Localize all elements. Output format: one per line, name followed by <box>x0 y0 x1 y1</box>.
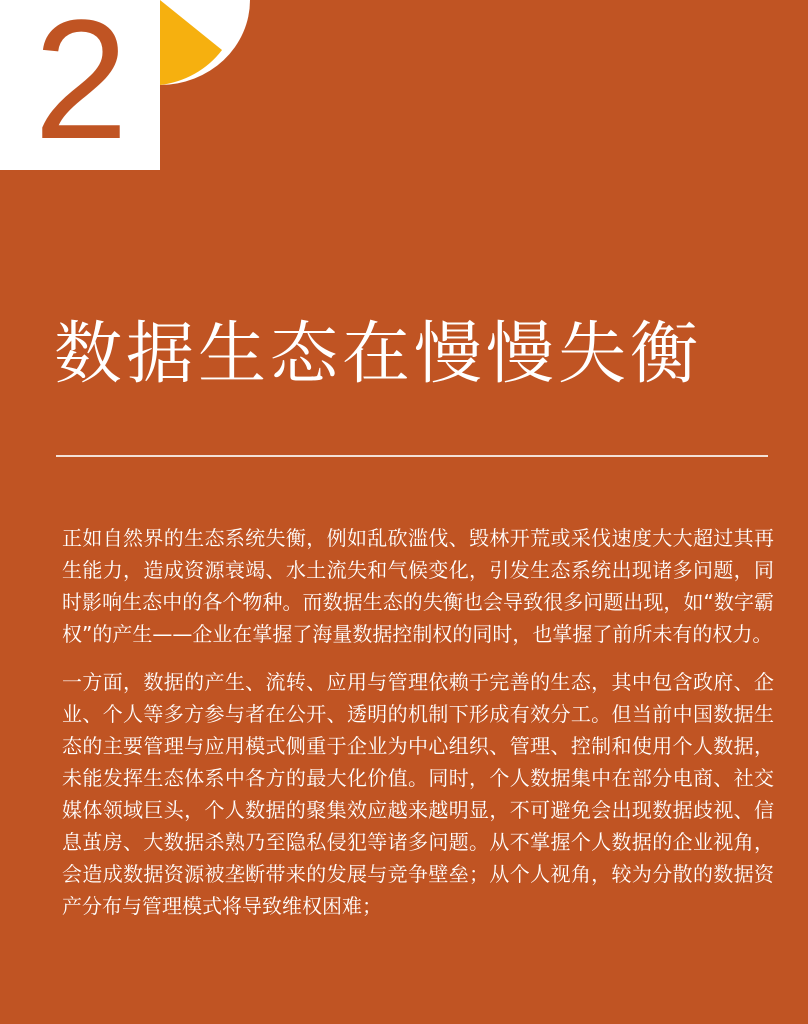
section-title: 数据生态在慢慢失衡 <box>54 315 703 394</box>
paragraph: 一方面，数据的产生、流转、应用与管理依赖于完善的生态，其中包含政府、企业、个人等多方参与者在公开、透明的机制下形成有效分工。但当前中国数据生态的主要管理与应用模式侧重于企业为中心组织、管理、控制和使用个人数据，未能发挥生态体系中各方的最大化价值。同时，个人数据集中在部分电商、社交媒体领域巨头，个人数据的聚集效应越来越明显，不可避免会出现数据歧视、信息茧房、大数据杀熟乃至隐私侵犯等诸多问题。从不掌握个人数据的企业视角，会造成数据资源被垄断带来的发展与竞争壁垒；从个人视角，较为分散的数据资产分布与管理模式将导致维权困难； <box>62 670 774 918</box>
chapter-number: 2 <box>33 0 129 175</box>
body-text <box>62 522 774 938</box>
chapter-badge <box>0 0 160 175</box>
title-divider <box>56 455 768 457</box>
paragraph: 正如自然界的生态系统失衡，例如乱砍滥伐、毁林开荒或采伐速度大大超过其再生能力，造成资源衰竭、水土流失和气候变化，引发生态系统出现诸多问题，同时影响生态中的各个物种。而数据生态的失衡也会导致很多问题出现，如“数字霸权”的产生——企业在掌握了海量数据控制权的同时，也掌握了前所未有的权力。 <box>62 526 774 646</box>
corner-decoration <box>160 0 250 85</box>
